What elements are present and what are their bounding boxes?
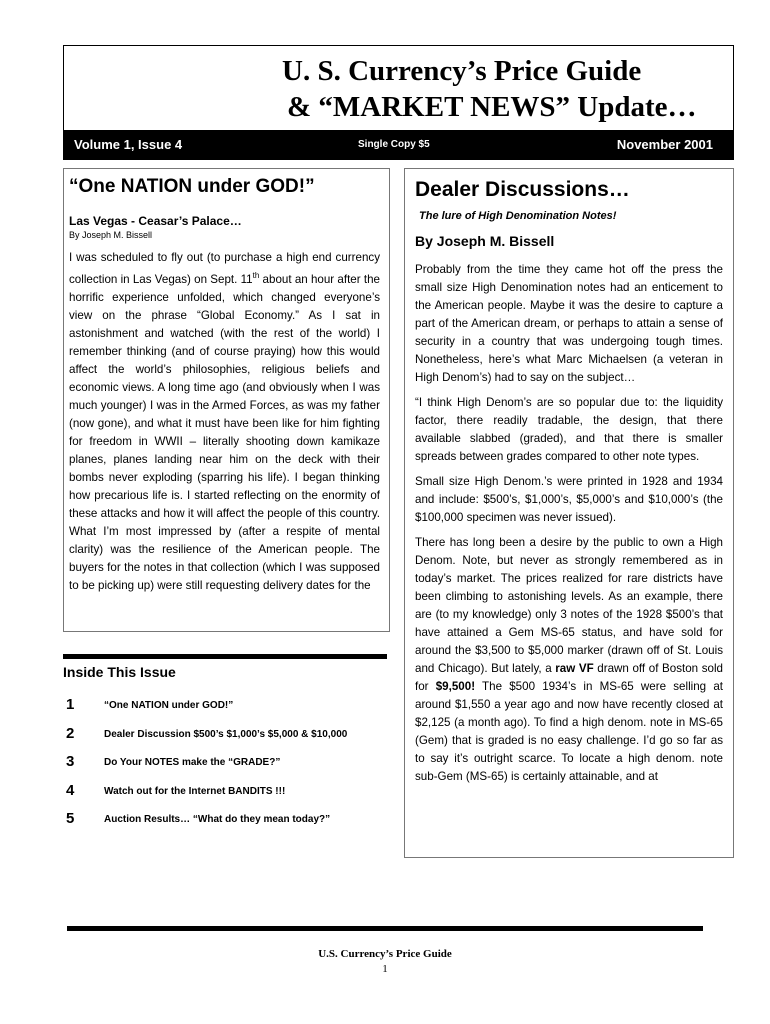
toc-item xyxy=(66,810,386,839)
bold-price: $9,500! xyxy=(435,680,476,693)
left-article-text-part2: about an hour after the horrific experience unfolded, which changed everyone’s view on the phrase “Global Economy.” As I sat in astonishment and watched (with the rest of the world) I remember thinking (and of course praying) how this would affect the world’s philosophies, religious beliefs and economic views. A long time ago (and obviously when I was much younger) I was in the Armed Forces, as was my father (now gone), and what it must have been like for him fighting for freedom in WWII – literally shooting down kamikaze planes, planes landing near him on the deck with their bombs never exploding (sparring his life). I began thinking how precarious life is. I started reflecting on the enormity of these attacks and how it will affect the people of this country. What I’m most impressed by (after a respite of mental clarity) was the resilience of the American people. The buyers for the notes in that collection (which I was supposed to be picking up) were still requesting delivery dates for the xyxy=(69,272,380,592)
inside-issue-list xyxy=(66,696,386,839)
toc-label: “One NATION under GOD!” xyxy=(104,700,234,711)
toc-number: 2 xyxy=(66,724,75,742)
right-article-byline: By Joseph M. Bissell xyxy=(415,233,555,249)
toc-label: Watch out for the Internet BANDITS !!! xyxy=(104,785,286,797)
paragraph: Probably from the time they came hot off the press the small size High Denomination notes had an enticement to the American people. Maybe it was the desire to capture a part of the American dream, or perhaps to attain a sense of security in a country that was undergoing tough times. Nonetheless, here’s what Marc Michaelsen (a veteran in High Denom’s) had to say on the subject… xyxy=(415,263,723,384)
paragraph-text: drawn off of Boston sold for xyxy=(415,662,724,693)
paragraph-text: The $500 1934’s in MS-65 were selling at around $1,550 a year ago and now have recently closed at $2,125 (a month ago). To find a high denom. note in MS-65 (Gem) that is graded is no easy challenge. I’d go so far as to say it’s outright scarce. To locate a high denom. note sub-Gem (MS-65) is certainly attainable, and at xyxy=(415,680,723,783)
toc-item xyxy=(66,725,386,754)
left-article-subhead: Las Vegas - Ceasar’s Palace… xyxy=(69,214,242,228)
right-article-subhead: The lure of High Denomination Notes! xyxy=(419,210,617,222)
issue-date: November 2001 xyxy=(616,137,713,152)
left-article-text-part1: I was scheduled to fly out (to purchase a high end currency collection in Las Vegas) on Sept. 11 xyxy=(69,251,380,286)
right-article-body xyxy=(415,261,723,793)
toc-number: 1 xyxy=(66,696,75,713)
right-article-headline: Dealer Discussions… xyxy=(415,178,630,201)
footer-title: U.S. Currency’s Price Guide xyxy=(318,948,452,960)
toc-number: 5 xyxy=(66,810,75,827)
page-number: 1 xyxy=(382,963,388,975)
toc-label: Dealer Discussion $500’s $1,000’s $5,000 & $10,000 xyxy=(104,728,348,740)
volume-issue: Volume 1, Issue 4 xyxy=(74,137,183,152)
paragraph-text: There has long been a desire by the public to own a High Denom. Note, but never as strongly remembered as in today’s market. The prices realized for rare districts have been climbing to astonishing levels. As an example, there are (to my knowledge) only 3 notes of the 1928 $500’s that have attained a Gem MS-65 status, and have sold for around the $3,500 to $5,000 marker (drawn off of St. Louis and Chicago). But lately, a xyxy=(415,536,723,675)
toc-number: 3 xyxy=(66,753,75,770)
toc-item xyxy=(66,782,386,811)
toc-item xyxy=(66,696,386,725)
toc-item xyxy=(66,753,386,782)
masthead xyxy=(63,45,734,160)
bold-text: raw VF xyxy=(555,662,594,675)
inside-issue-title: Inside This Issue xyxy=(63,664,176,680)
right-article xyxy=(404,168,734,858)
paragraph: Small size High Denom.’s were printed in 1928 and 1934 and include: $500’s, $1,000’s, $5,000’s and $10,000’s (the $100,000 specimen was never issued). xyxy=(415,475,723,524)
left-article-byline: By Joseph M. Bissell xyxy=(69,230,153,240)
single-copy-price: Single Copy $5 xyxy=(358,139,430,150)
newsletter-title-line1: U. S. Currency’s Price Guide xyxy=(282,55,642,87)
toc-number: 4 xyxy=(66,781,75,799)
volume-bar xyxy=(64,130,733,160)
left-article-headline: “One NATION under GOD!” xyxy=(69,176,315,197)
left-article-body xyxy=(69,249,380,595)
newsletter-title-line2: & “MARKET NEWS” Update… xyxy=(287,91,697,123)
toc-label: Do Your NOTES make the “GRADE?” xyxy=(104,757,281,768)
paragraph: “I think High Denom’s are so popular due to: the liquidity factor, there readily tradable, the design, that there available slabbed (graded), and that there is smaller spreads between grades compared to other note types. xyxy=(415,396,723,463)
paragraph xyxy=(415,534,723,786)
ordinal-superscript: th xyxy=(252,271,260,280)
footer-rule xyxy=(67,926,703,931)
left-article xyxy=(63,168,390,632)
toc-label: Auction Results… “What do they mean today?” xyxy=(104,814,331,825)
inside-issue-top-rule xyxy=(63,654,387,659)
